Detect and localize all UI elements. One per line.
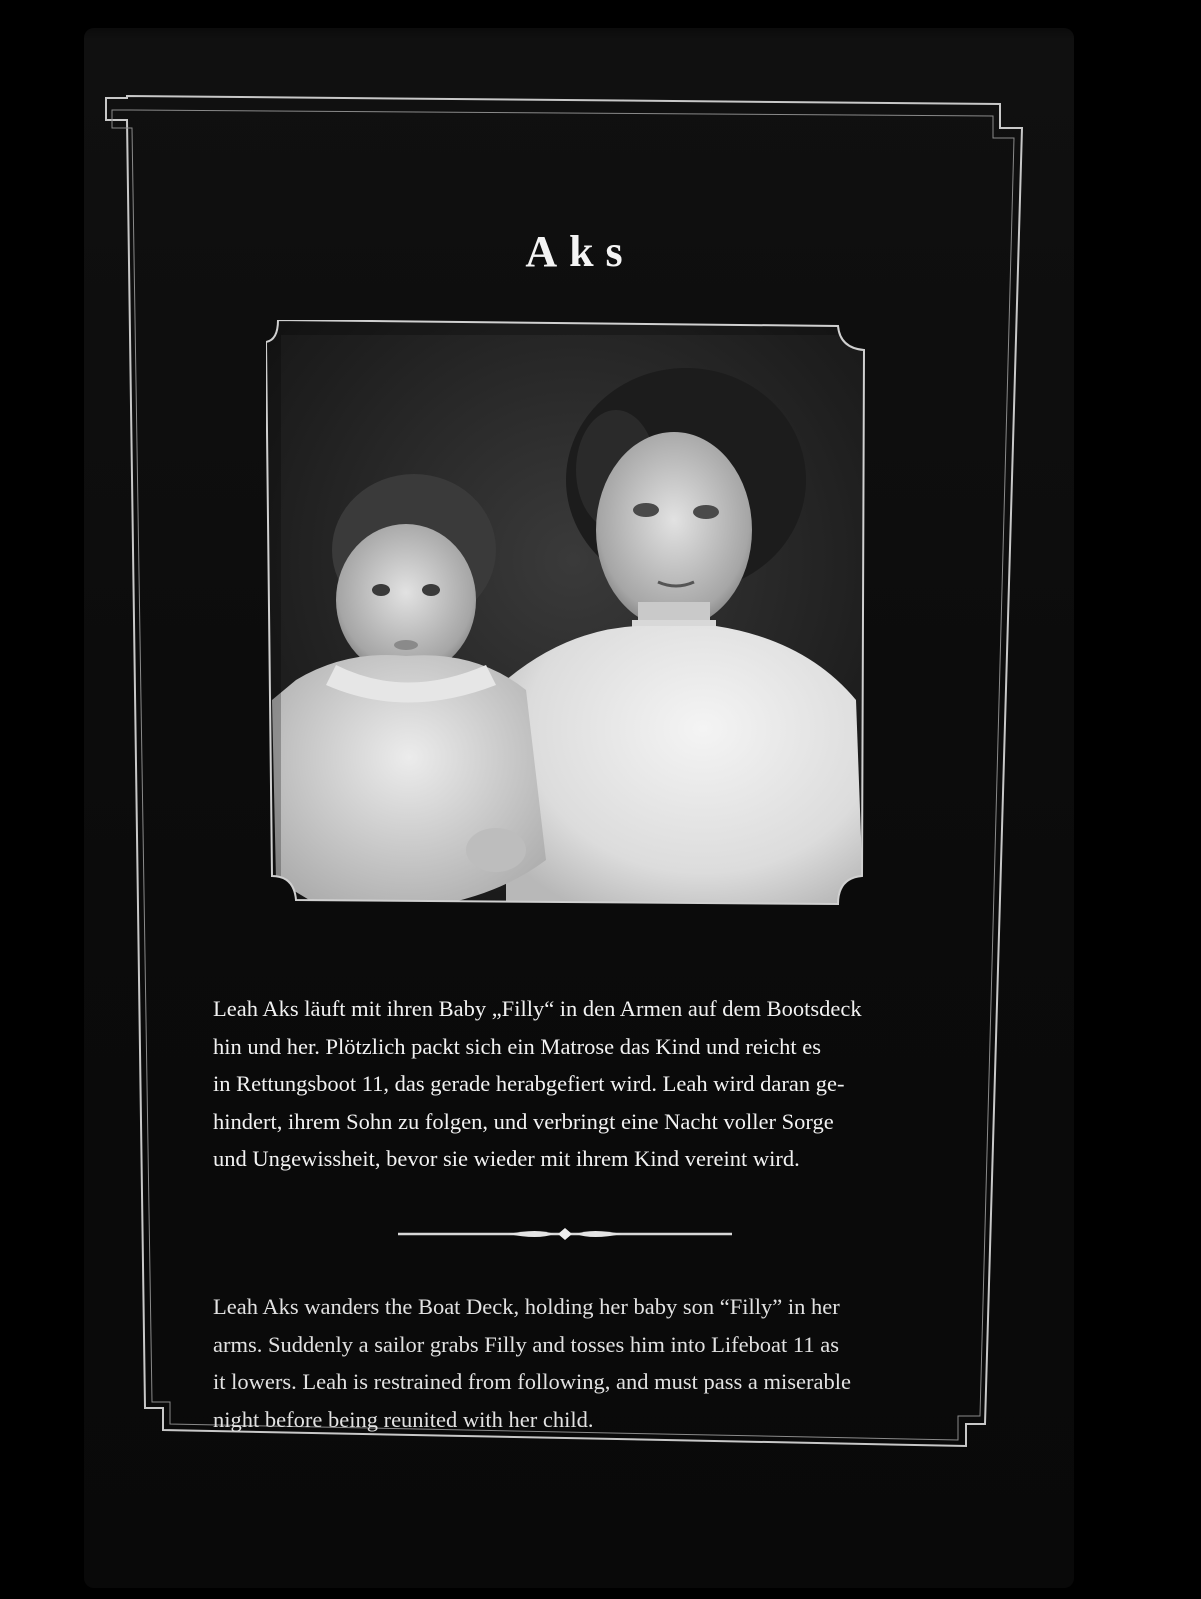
ornamental-divider	[398, 1224, 732, 1244]
panel-title: Aks	[525, 227, 635, 276]
portrait-photo	[266, 320, 880, 920]
description-english: Leah Aks wanders the Boat Deck, holding her baby son “Filly” in her arms. Suddenly a sailor grabs Filly and tosses him into Lifeboat 11 as it lowers. Leah is restrained from following, and must pass a miserable night before being reunited with her child.	[213, 1294, 851, 1432]
top-shadow	[0, 0, 1201, 40]
description-german: Leah Aks läuft mit ihren Baby „Filly“ in den Armen auf dem Bootsdeck hin und her. Plötzlich packt sich ein Matrose das Kind und reicht es in Rettungsboot 11, das gerade herabgefiert wird. Leah wird daran ge- hindert, ihrem Sohn zu folgen, und verbringt eine Nacht voller Sorge und Ungewissheit, bevor sie wieder mit ihrem Kind vereint wird.	[213, 996, 862, 1171]
